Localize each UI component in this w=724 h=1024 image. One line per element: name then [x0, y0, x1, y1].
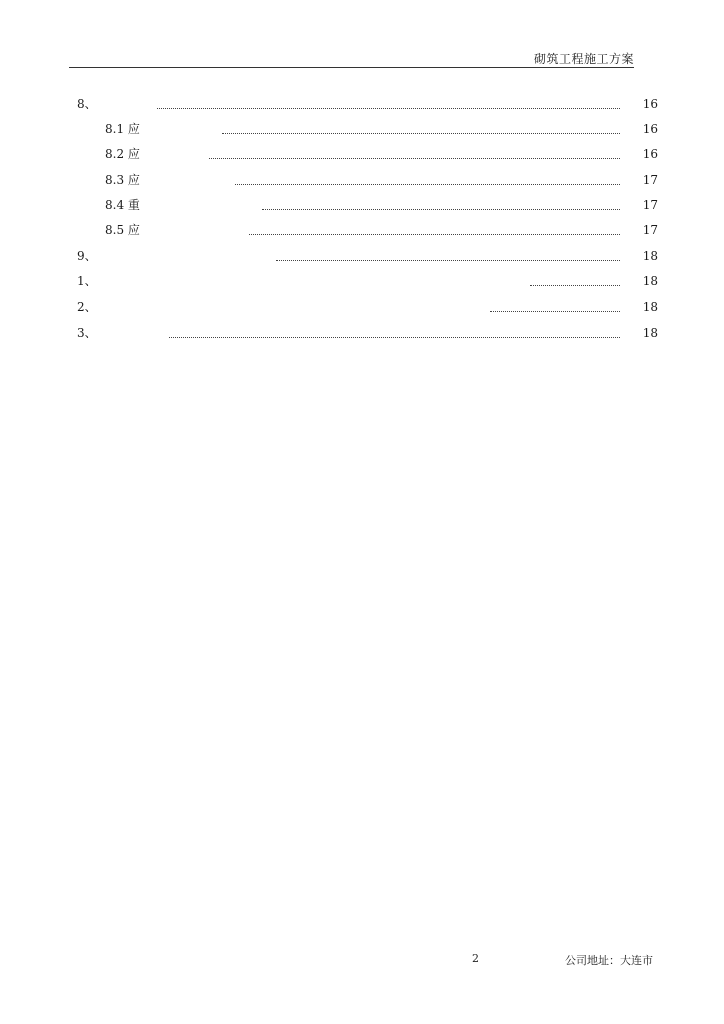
toc-entry-2[interactable] [0, 299, 724, 315]
toc-entry-label: 1、 [77, 274, 97, 288]
toc-leader-dots [262, 193, 620, 210]
toc-leader-dots [235, 168, 620, 185]
toc-entry-3[interactable] [0, 325, 724, 341]
toc-entry-label: 2、 [77, 300, 97, 314]
toc-entry-8-4[interactable] [0, 197, 724, 213]
toc-leader-dots [157, 92, 620, 109]
toc-entry-1[interactable] [0, 273, 724, 289]
toc-leader-dots [490, 295, 620, 312]
header-rule [69, 67, 634, 68]
toc-entry-8-5[interactable] [0, 222, 724, 238]
toc-entry-label: 8、 [77, 97, 97, 111]
page-header-title: 砌筑工程施工方案 [533, 52, 634, 66]
toc-entry-page: 16 [642, 97, 658, 111]
toc-entry-page: 16 [642, 122, 658, 136]
toc-leader-dots [530, 269, 620, 286]
toc-leader-dots [222, 117, 620, 134]
toc-entry-label: 3、 [77, 326, 97, 340]
toc-entry-8-2[interactable] [0, 146, 724, 162]
toc-entry-label: 8.5 应 [105, 223, 140, 237]
toc-entry-page: 17 [642, 198, 658, 212]
toc-entry-8-3[interactable] [0, 172, 724, 188]
toc-entry-page: 18 [642, 300, 658, 314]
toc-leader-dots [209, 142, 620, 159]
toc-entry-page: 18 [642, 249, 658, 263]
toc-entry-page: 16 [642, 147, 658, 161]
toc-entry-label: 8.1 应 [105, 122, 140, 136]
toc-leader-dots [276, 244, 620, 261]
toc-entry-label: 8.4 重 [105, 198, 140, 212]
footer-company-address: 公司地址：大连市 [565, 954, 653, 967]
toc-entry-page: 17 [642, 223, 658, 237]
toc-entry-label: 9、 [77, 249, 97, 263]
toc-leader-dots [249, 218, 620, 235]
toc-entry-page: 18 [642, 326, 658, 340]
toc-entry-label: 8.3 应 [105, 173, 140, 187]
footer-page-number: 2 [472, 952, 479, 965]
toc-entry-8-1[interactable] [0, 121, 724, 137]
toc-entry-page: 17 [642, 173, 658, 187]
toc-entry-page: 18 [642, 274, 658, 288]
toc-entry-9[interactable] [0, 248, 724, 264]
toc-leader-dots [169, 321, 620, 338]
toc-entry-8[interactable] [0, 96, 724, 112]
toc-entry-label: 8.2 应 [105, 147, 140, 161]
